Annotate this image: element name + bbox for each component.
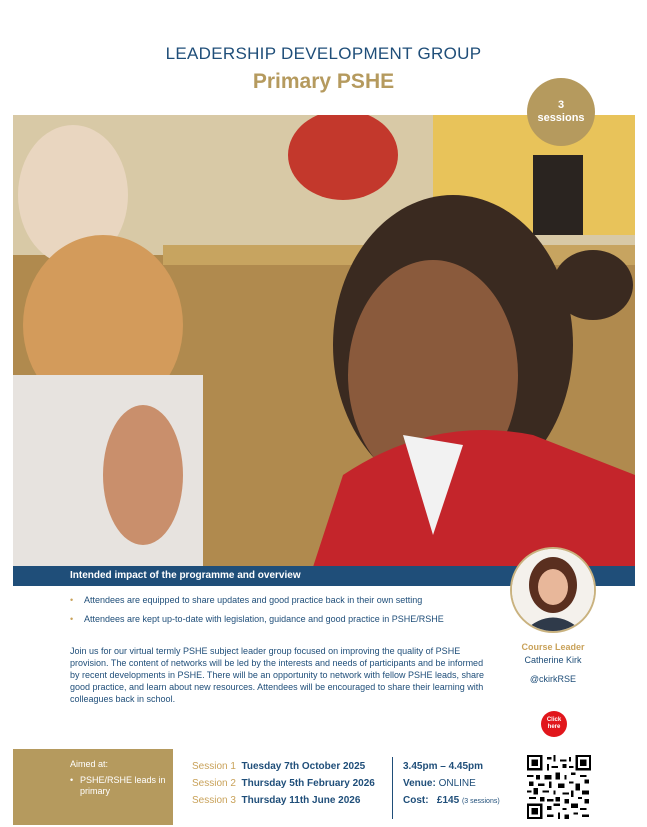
session-row bbox=[192, 794, 375, 811]
sessions-badge bbox=[527, 78, 595, 146]
bullet-dot-icon: • bbox=[70, 595, 74, 605]
hero-photo-illustration bbox=[13, 115, 635, 567]
list-item bbox=[70, 614, 510, 624]
session-label: Session 2 bbox=[192, 778, 236, 789]
session-row bbox=[192, 777, 375, 794]
course-leader-role: Course Leader bbox=[521, 642, 585, 652]
hero-photo bbox=[13, 115, 635, 567]
venue-label: Venue: bbox=[403, 778, 436, 789]
click-here-button[interactable] bbox=[541, 711, 567, 737]
click-label-1: Click bbox=[546, 717, 562, 723]
cost-row bbox=[403, 794, 500, 811]
overview-paragraph: Join us for our virtual termly PSHE subject leader group focused on improving the quality of PSHE provision. The content of networks will be led by the interests and needs of participants and be informed by recent developments in PSHE. There will be an opportunity to network with fellow PSHE leads, share good practice, and learn about new resources. Attendees will be encouraged to share their learning with colleagues back in school. bbox=[70, 646, 485, 704]
sessions-count: 3 bbox=[557, 99, 565, 111]
overview-bullets bbox=[70, 595, 510, 633]
course-leader-avatar bbox=[510, 547, 596, 633]
cost-label: Cost: bbox=[403, 795, 429, 806]
course-leader-handle[interactable]: @ckirkRSE bbox=[529, 674, 577, 684]
bullet-dot-icon: • bbox=[70, 775, 74, 785]
cost-value: £145 bbox=[436, 795, 460, 806]
aimed-at-heading: Aimed at: bbox=[70, 759, 109, 769]
click-label-2: here bbox=[547, 724, 561, 730]
session-time: 3.45pm – 4.45pm bbox=[403, 761, 484, 772]
session-date: Thursday 11th June 2026 bbox=[241, 795, 361, 806]
venue-row bbox=[403, 777, 500, 794]
session-date: Thursday 5th February 2026 bbox=[241, 778, 375, 789]
aimed-at-text: PSHE/RSHE leads in primary bbox=[80, 775, 166, 796]
page-title: LEADERSHIP DEVELOPMENT GROUP bbox=[165, 44, 482, 63]
course-leader-portrait bbox=[512, 549, 594, 631]
bullet-text: Attendees are kept up-to-date with legislation, guidance and good practice in PSHE/RSHE bbox=[84, 614, 444, 624]
divider bbox=[392, 757, 393, 819]
session-details bbox=[403, 760, 500, 811]
venue-value: ONLINE bbox=[438, 778, 476, 789]
aimed-at-item bbox=[70, 775, 173, 797]
overview-heading: Intended impact of the programme and overview bbox=[13, 566, 635, 586]
session-label: Session 3 bbox=[192, 795, 236, 806]
bullet-dot-icon: • bbox=[70, 614, 74, 624]
bullet-text: Attendees are equipped to share updates and good practice back in their own setting bbox=[84, 595, 423, 605]
course-leader-name: Catherine Kirk bbox=[524, 655, 582, 665]
qr-code-icon[interactable] bbox=[527, 755, 591, 819]
cost-note: (3 sessions) bbox=[461, 798, 500, 805]
aimed-at-box bbox=[13, 749, 173, 825]
page-subtitle: Primary PSHE bbox=[252, 70, 395, 93]
list-item bbox=[70, 595, 510, 605]
session-row bbox=[192, 760, 375, 777]
sessions-label: sessions bbox=[537, 112, 585, 124]
session-label: Session 1 bbox=[192, 761, 236, 772]
session-date: Tuesday 7th October 2025 bbox=[241, 761, 366, 772]
session-list bbox=[192, 760, 375, 811]
time-row bbox=[403, 760, 500, 777]
